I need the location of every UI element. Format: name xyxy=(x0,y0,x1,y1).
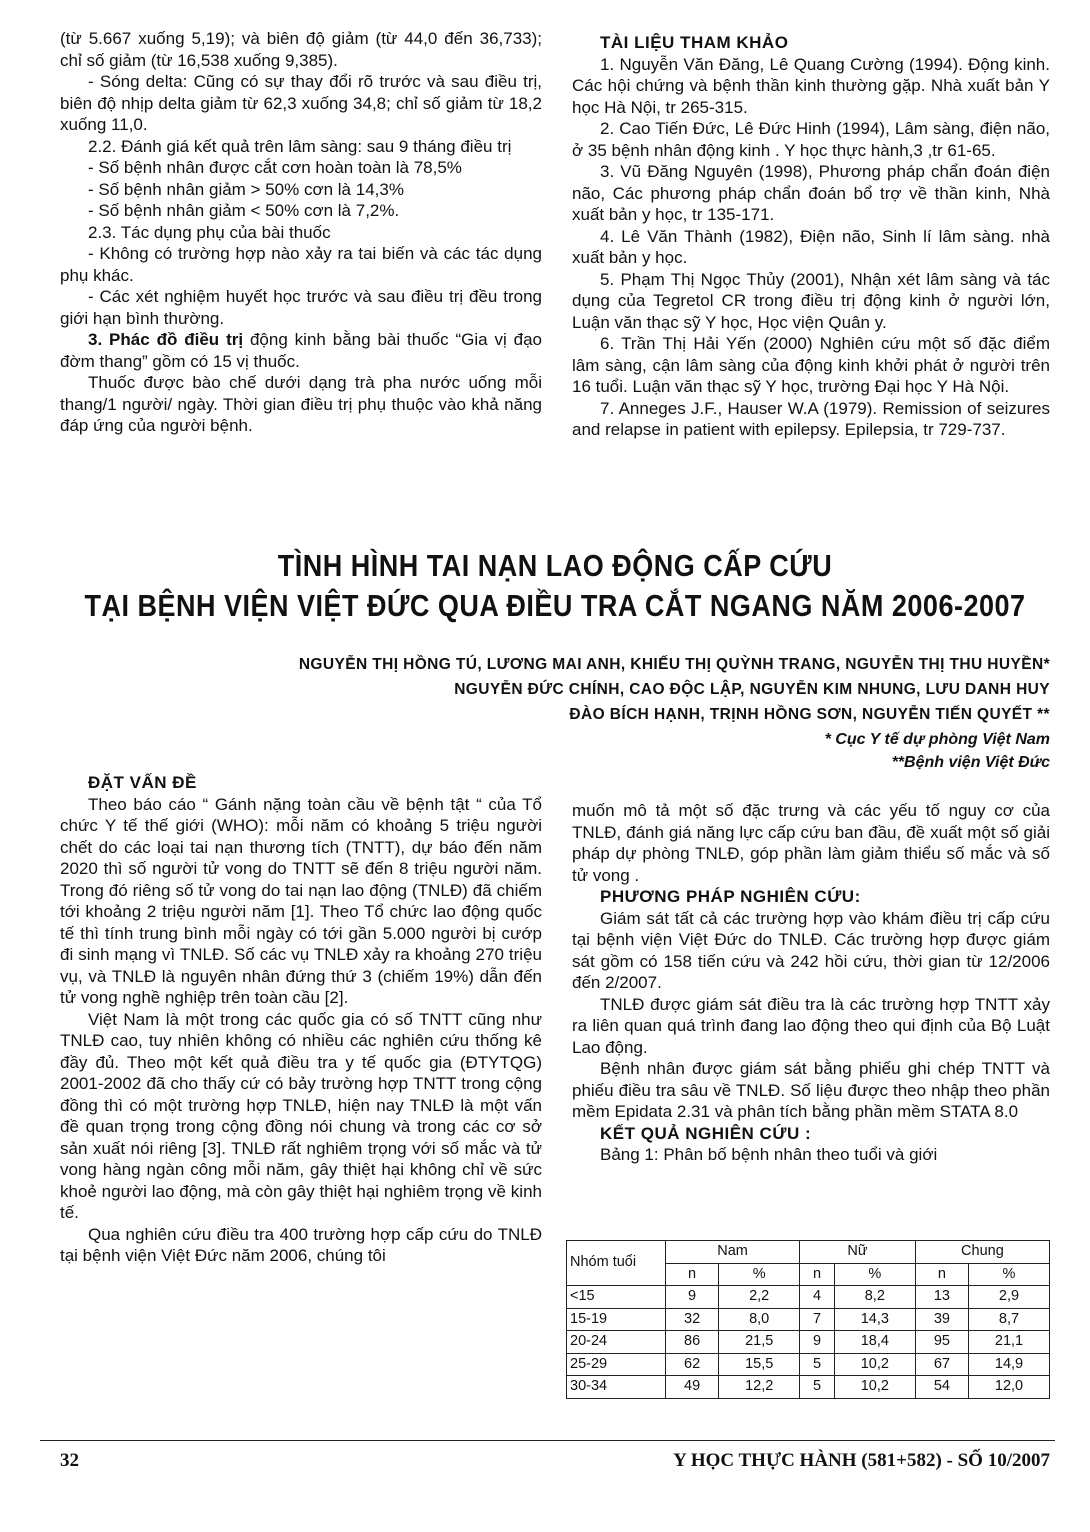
table-row xyxy=(567,1376,1050,1399)
table-cell: 12,0 xyxy=(969,1376,1050,1399)
table-cell: 2,2 xyxy=(719,1286,800,1309)
table-cell: 5 xyxy=(800,1353,835,1376)
paragraph: (từ 5.667 xuống 5,19); và biên độ giảm (từ 44,0 đến 36,733); chỉ số giảm (từ 16,538 xuống 9,385). xyxy=(60,29,542,70)
paragraph xyxy=(60,329,542,372)
table-cell: 7 xyxy=(800,1308,835,1331)
reference-item: 7. Anneges J.F., Hauser W.A (1979). Remission of seizures and relapse in patient with epilepsy. Epilepsia, tr 729-737. xyxy=(572,398,1050,439)
reference-item: 5. Phạm Thị Ngọc Thủy (2001), Nhận xét lâm sàng và tác dụng của Tegretol CR trong điều trị động kinh ở người lớn, Luận văn thạc sỹ Y học, Học viện Quân y. xyxy=(572,269,1050,332)
table-row xyxy=(567,1286,1050,1309)
paragraph: 2.3. Tác dụng phụ của bài thuốc xyxy=(88,222,331,242)
methods-heading: PHƯƠNG PHÁP NGHIÊN CỨU: xyxy=(600,887,861,906)
prev-article-left-column xyxy=(60,28,542,437)
table-cell: 9 xyxy=(666,1286,719,1309)
subheader-cell: n xyxy=(800,1263,835,1286)
subheader-cell: % xyxy=(719,1263,800,1286)
page-number: 32 xyxy=(60,1450,79,1471)
reference-item: 6. Trần Thị Hải Yến (2000) Nghiên cứu một số đặc điểm lâm sàng, cận lâm sàng của động kinh khởi phát ở người trên 16 tuổi. Luận văn thạc sỹ Y học, trường Đại học Y Hà Nội. xyxy=(572,334,1050,396)
table-cell: 49 xyxy=(666,1376,719,1399)
table-cell: 10,2 xyxy=(834,1353,915,1376)
table-cell: 15,5 xyxy=(719,1353,800,1376)
journal-footer: Y HỌC THỰC HÀNH (581+582) - SỐ 10/2007 xyxy=(673,1450,1050,1471)
table-cell: 20-24 xyxy=(567,1331,666,1354)
table-cell: 15-19 xyxy=(567,1308,666,1331)
paragraph: muốn mô tả một số đặc trưng và các yếu tố nguy cơ của TNLĐ, đánh giá năng lực cấp cứu ban đầu, đề xuất một số giải pháp dự phòng TNLĐ, góp phần làm giảm thiểu số mắc và số tử vong . xyxy=(572,801,1050,885)
table-header-row xyxy=(567,1241,1050,1264)
reference-item: 2. Cao Tiến Đức, Lê Đức Hinh (1994), Lâm sàng, điện não, ở 35 bệnh nhân động kinh . Y học thực hành,3 ,tr 61-65. xyxy=(572,119,1050,160)
methods-column xyxy=(572,800,1050,1166)
authors-line-1: NGUYỄN THỊ HỒNG TÚ, LƯƠNG MAI ANH, KHIẾU THỊ QUỲNH TRANG, NGUYỄN THỊ THU HUYỀN* xyxy=(298,656,1050,673)
table-cell: 8,0 xyxy=(719,1308,800,1331)
table-cell: 95 xyxy=(915,1331,968,1354)
list-item: - Số bệnh nhân được cắt cơn hoàn toàn là 78,5% xyxy=(88,158,462,177)
table-cell: 4 xyxy=(800,1286,835,1309)
list-item: - Không có trường hợp nào xảy ra tai biến và các tác dụng phụ khác. xyxy=(60,244,542,285)
table-cell: 8,7 xyxy=(969,1308,1050,1331)
list-item: - Số bệnh nhân giảm > 50% cơn là 14,3% xyxy=(88,179,404,199)
authors-line-3: ĐÀO BÍCH HẠNH, TRỊNH HỒNG SƠN, NGUYỄN TIẾN QUYẾT ** xyxy=(569,706,1050,723)
affiliation-2: **Bệnh viện Việt Đức xyxy=(891,754,1050,771)
table-row xyxy=(567,1331,1050,1354)
reference-item: 1. Nguyễn Văn Đăng, Lê Quang Cường (1994). Động kinh. Các hội chứng và bệnh thần kinh thường gặp. Nhà xuất bản Y học Hà Nội, tr 265-315. xyxy=(572,54,1050,117)
table-cell: 30-34 xyxy=(567,1376,666,1399)
footer-divider xyxy=(40,1440,1055,1441)
table-cell: 54 xyxy=(915,1376,968,1399)
table-cell: 2,9 xyxy=(969,1286,1050,1309)
paragraph: Qua nghiên cứu điều tra 400 trường hợp cấp cứu do TNLĐ tại bệnh viện Việt Đức năm 2006, chúng tôi xyxy=(60,1224,542,1265)
authors-line-2: NGUYỄN ĐỨC CHÍNH, CAO ĐỘC LẬP, NGUYỄN KIM NHUNG, LƯU DANH HUY xyxy=(454,681,1050,698)
table-cell: 86 xyxy=(666,1331,719,1354)
table-cell: 5 xyxy=(800,1376,835,1399)
table-row xyxy=(567,1353,1050,1376)
table-cell: 18,4 xyxy=(834,1331,915,1354)
paragraph: 2.2. Đánh giá kết quả trên lâm sàng: sau 9 tháng điều trị xyxy=(88,136,512,156)
paragraph: Bệnh nhân được giám sát bằng phiếu ghi chép TNTT và phiếu điều tra sâu về TNLĐ. Số liệu được theo nhập theo phần mềm Epidata 2.31 và phân tích bằng phần mềm STATA 8.0 xyxy=(572,1059,1050,1121)
header-age-group: Nhóm tuổi xyxy=(567,1241,666,1286)
header-total: Chung xyxy=(915,1241,1049,1264)
list-item: - Số bệnh nhân giảm < 50% cơn là 7,2%. xyxy=(88,201,400,220)
table-cell: 8,2 xyxy=(834,1286,915,1309)
table-cell: 25-29 xyxy=(567,1353,666,1376)
header-female: Nữ xyxy=(800,1241,916,1264)
table-cell: 67 xyxy=(915,1353,968,1376)
table-cell: 13 xyxy=(915,1286,968,1309)
paragraph-text: động kinh bằng bài thuốc “Gia vị đạo đờm thang” gồm có 15 vị thuốc. xyxy=(60,330,543,371)
table-cell: <15 xyxy=(567,1286,666,1309)
affiliation-1: * Cục Y tế dự phòng Việt Nam xyxy=(824,731,1050,748)
subheader-cell: n xyxy=(915,1263,968,1286)
paragraph: TNLĐ được giám sát điều tra là các trường hợp TNTT xảy ra liên quan quá trình đang lao động theo qui định của Bộ Luật Lao động. xyxy=(572,994,1050,1057)
table-caption: Bảng 1: Phân bố bệnh nhân theo tuổi và giới xyxy=(600,1145,938,1164)
article-title-line-1: TÌNH HÌNH TAI NẠN LAO ĐỘNG CẤP CỨU xyxy=(277,549,833,583)
article-title-line-2: TẠI BỆNH VIỆN VIỆT ĐỨC QUA ĐIỀU TRA CẮT NGANG NĂM 2006-2007 xyxy=(84,589,1026,623)
paragraph: Thuốc được bào chế dưới dạng trà pha nước uống mỗi thang/1 người/ ngày. Thời gian điều trị phụ thuộc vào khả năng đáp ứng của người bệnh. xyxy=(60,373,542,435)
table-cell: 10,2 xyxy=(834,1376,915,1399)
table-cell: 21,5 xyxy=(719,1331,800,1354)
paragraph: Theo báo cáo “ Gánh nặng toàn cầu về bệnh tật “ của Tổ chức Y tế thế giới (WHO): mỗi năm có khoảng 5 triệu người chết do các loại tai nạn thương tích (TNTT), dự báo đến năm 2020 thì số người tử vong do TNTT sẽ đến 8 triệu người năm. Trong đó riêng số tử vong do tai nạn lao động (TNLĐ) đã chiếm tới khoảng 2 triệu người năm [1]. Theo Tổ chức lao động quốc tế thì tính trung bình mỗi ngày có tới gần 5.000 người bị cướp đi sinh mạng vì TNLĐ. Số các vụ TNLĐ xảy ra khoảng 270 triệu vụ, và TNLĐ là nguyên nhân đứng thứ 3 (chiếm 19%) dẫn đến tử vong nghề nghiệp trên toàn cầu [2]. xyxy=(60,794,542,1007)
header-male: Nam xyxy=(666,1241,800,1264)
reference-item: 4. Lê Văn Thành (1982), Điện não, Sinh lí lâm sàng. nhà xuất bản y học. xyxy=(572,226,1050,267)
table-row xyxy=(567,1308,1050,1331)
reference-item: 3. Vũ Đăng Nguyên (1998), Phương pháp chẩn đoán điện não, Các phương pháp chẩn đoán bổ trợ về thần kinh, Nhà xuất bản y học, tr 135-171. xyxy=(572,162,1050,224)
results-heading: KẾT QUẢ NGHIÊN CỨU : xyxy=(600,1123,812,1143)
table-cell: 21,1 xyxy=(969,1331,1050,1354)
references-column xyxy=(572,32,1050,441)
table-cell: 32 xyxy=(666,1308,719,1331)
paragraph: - Sóng delta: Cũng có sự thay đổi rõ trước và sau điều trị, biên độ nhịp delta giảm từ 62,3 xuống 34,8; chỉ số giảm từ 18,2 xuống 11,0. xyxy=(60,72,542,134)
paragraph: Việt Nam là một trong các quốc gia có số TNTT cũng như TNLĐ cao, tuy nhiên không có nhiều các nghiên cứu thống kê đầy đủ. Theo một kết quả điều tra y tế quốc gia (ĐTYTQG) 2001-2002 đã cho thấy cứ có bảy trường hợp TNTT trong cộng đồng thì có một trường hợp TNLĐ, hiện nay TNLĐ là một vấn đề quan trọng trong cộng đồng nói chung và trong các cơ sở sản xuất nói riêng [3]. TNLĐ rất nghiêm trọng với số mắc và tử vong hàng ngàn công mỗi năm, gây thiệt hại không chỉ về sức khoẻ người lao động, mà còn gây thiệt hại nghiêm trọng về kinh tế. xyxy=(60,1009,542,1222)
subheader-cell: % xyxy=(969,1263,1050,1286)
intro-column xyxy=(60,772,542,1267)
table-cell: 62 xyxy=(666,1353,719,1376)
paragraph: Giám sát tất cả các trường hợp vào khám điều trị cấp cứu tại bệnh viện Việt Đức do TNLĐ. Các trường hợp được giám sát gồm có 158 tiến cứu và 242 hồi cứu, thời gian từ 12/2006 đến 2/2007. xyxy=(572,908,1050,992)
table-cell: 14,3 xyxy=(834,1308,915,1331)
intro-heading: ĐẶT VẤN ĐỀ xyxy=(88,773,197,792)
section-heading: 3. Phác đồ điều trị xyxy=(88,330,244,349)
references-heading: TÀI LIỆU THAM KHẢO xyxy=(600,33,789,52)
table-cell: 12,2 xyxy=(719,1376,800,1399)
list-item: - Các xét nghiệm huyết học trước và sau điều trị đều trong giới hạn bình thường. xyxy=(60,287,542,328)
subheader-cell: n xyxy=(666,1263,719,1286)
table-cell: 39 xyxy=(915,1308,968,1331)
table-age-gender xyxy=(566,1240,1050,1399)
table-cell: 14,9 xyxy=(969,1353,1050,1376)
table-cell: 9 xyxy=(800,1331,835,1354)
subheader-cell: % xyxy=(834,1263,915,1286)
